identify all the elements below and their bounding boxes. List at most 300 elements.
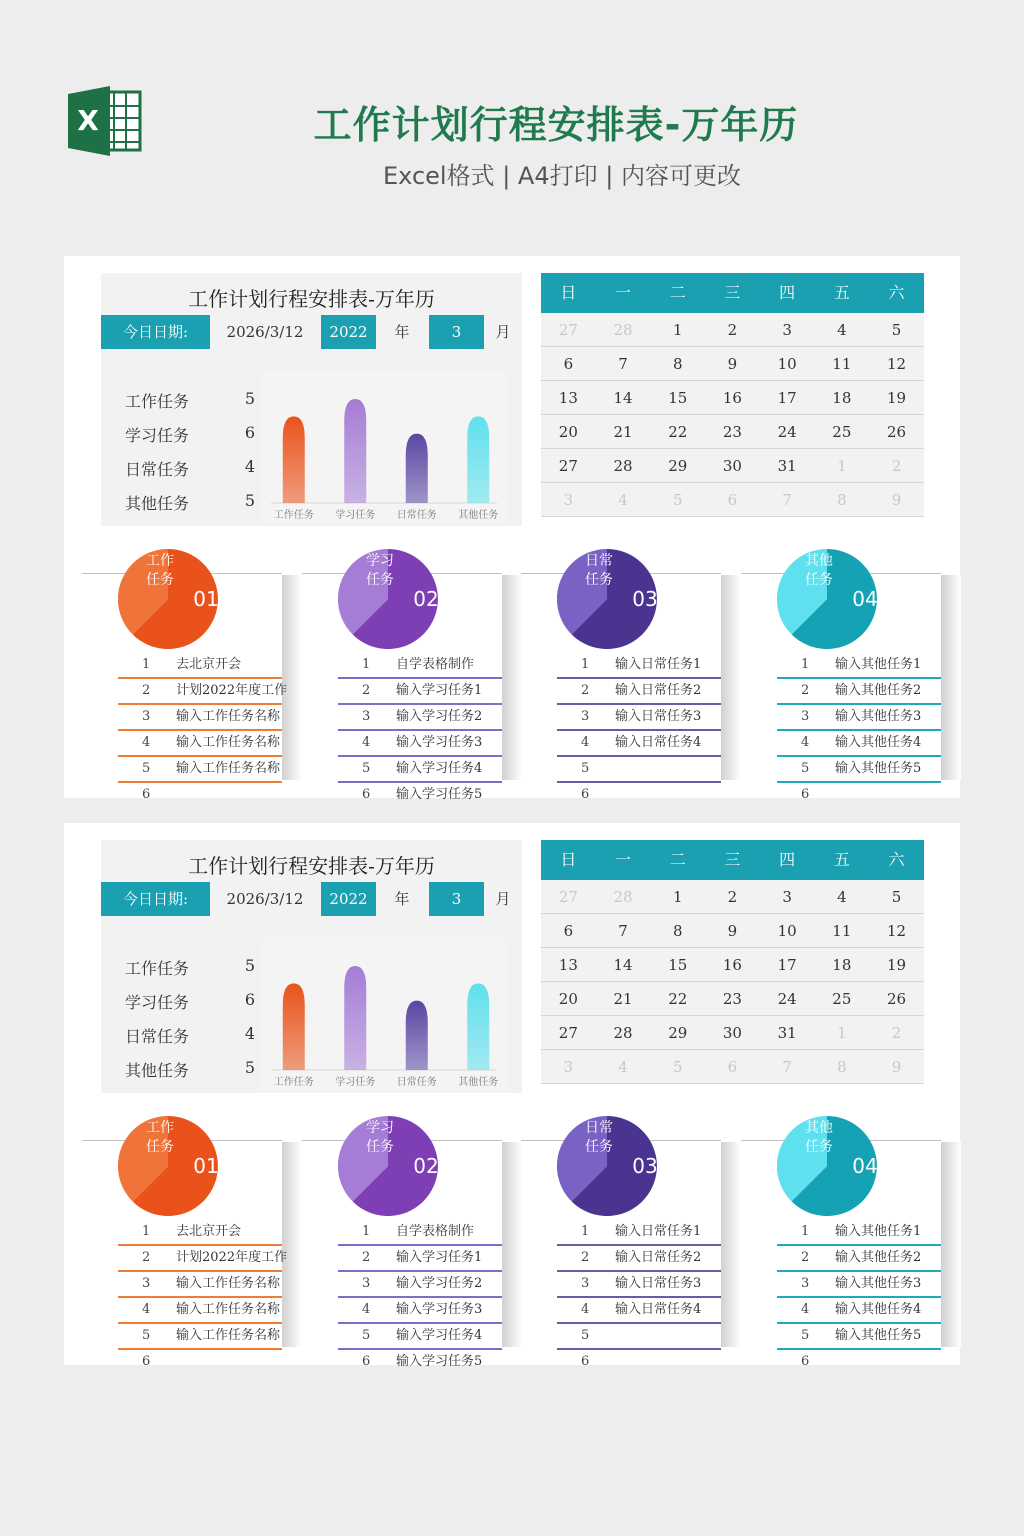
task-row[interactable] [777,1350,941,1376]
calendar-day[interactable]: 2 [727,888,738,906]
task-text[interactable]: 输入工作任务名称 [176,1328,281,1343]
calendar-day[interactable]: 23 [722,423,742,441]
category-number: 02 [413,587,439,611]
task-row[interactable] [777,783,941,809]
calendar-day[interactable]: 8 [672,922,683,940]
task-index: 2 [362,1250,371,1265]
task-row[interactable] [338,1324,502,1350]
calendar-header [541,273,924,313]
calendar-day[interactable]: 10 [777,355,797,373]
category-label-line2: 任务 [146,572,174,588]
task-row[interactable] [777,1298,941,1324]
task-text[interactable]: 输入学习任务3 [396,1302,483,1317]
chart-bar-2 [344,966,366,1070]
calendar-day[interactable]: 28 [613,457,633,475]
category-label-line2: 任务 [585,572,613,588]
calendar-day[interactable]: 19 [886,956,907,974]
task-index: 4 [581,735,590,750]
task-row[interactable] [777,757,941,783]
month-input[interactable]: 3 [429,315,484,349]
task-text[interactable]: 输入其他任务5 [835,761,922,776]
calendar-day[interactable]: 5 [672,491,683,509]
stat-label: 工作任务 [125,392,190,411]
task-index: 2 [801,683,810,698]
task-row[interactable] [557,1220,721,1246]
calendar-day[interactable]: 9 [727,355,738,373]
weekday-label: 五 [833,283,850,302]
task-row[interactable] [557,653,721,679]
calendar-day[interactable]: 2 [891,457,902,475]
stat-label: 其他任务 [125,494,190,513]
calendar-day[interactable]: 31 [777,1024,797,1042]
task-index: 5 [362,761,371,776]
calendar-week-row [541,1016,924,1050]
calendar-week-row [541,483,924,517]
task-row[interactable] [338,1298,502,1324]
calendar-day[interactable]: 7 [618,922,628,940]
category-label-line1: 其他 [805,1120,833,1136]
category-label-line1: 日常 [585,553,613,569]
schedule-sheet [64,823,960,1369]
stat-value: 5 [244,491,255,510]
calendar-day[interactable]: 4 [618,491,628,509]
chart-tick-label: 学习任务 [335,510,376,521]
calendar-day[interactable]: 15 [668,956,688,974]
category-label-line1: 工作 [146,553,174,569]
category-label-line2: 任务 [366,572,394,588]
category-label [132,1119,188,1157]
category-label [352,552,408,590]
task-row[interactable] [338,1220,502,1246]
calendar-day[interactable]: 29 [668,457,688,475]
task-index: 2 [142,1250,151,1265]
task-text[interactable]: 输入日常任务4 [615,1302,702,1317]
calendar-week-row [541,313,924,347]
calendar-day[interactable]: 26 [886,990,907,1008]
month-input[interactable]: 3 [429,882,484,916]
calendar-day[interactable]: 7 [618,355,628,373]
calendar-day[interactable]: 31 [777,457,797,475]
task-text[interactable]: 输入工作任务名称 [176,709,281,724]
category-label-line1: 日常 [585,1120,613,1136]
calendar-day[interactable]: 27 [558,321,578,339]
task-text[interactable]: 输入日常任务3 [615,1276,702,1291]
task-text[interactable]: 去北京开会 [176,1224,242,1239]
task-text[interactable]: 输入其他任务2 [835,683,922,698]
chart-svg [261,371,507,523]
task-row[interactable] [338,705,502,731]
task-text[interactable]: 输入其他任务3 [835,709,922,724]
calendar-day[interactable]: 4 [837,888,847,906]
task-text[interactable]: 输入学习任务2 [396,1276,483,1291]
month-label: 月 [495,323,511,341]
calendar-day[interactable]: 6 [727,491,738,509]
task-row[interactable] [338,1350,502,1376]
task-row[interactable] [777,1220,941,1246]
task-text[interactable]: 输入日常任务1 [615,1224,702,1239]
task-row[interactable] [118,679,288,705]
calendar-day[interactable]: 28 [613,1024,633,1042]
task-text[interactable]: 自学表格制作 [396,1224,475,1239]
calendar-day[interactable]: 5 [891,888,902,906]
stat-value: 4 [244,457,255,476]
category-label-line2: 任务 [146,1139,174,1155]
calendar-day[interactable]: 21 [613,423,633,441]
task-text[interactable]: 输入学习任务2 [396,709,483,724]
summary-panel [101,840,522,1093]
date-row [101,882,522,916]
task-text[interactable]: 输入学习任务1 [396,1250,483,1265]
calendar [541,840,924,1084]
card-shadow [502,1142,522,1347]
task-index: 6 [142,787,151,802]
calendar-header [541,840,924,880]
year-label: 年 [394,323,410,341]
calendar-week-row [541,948,924,982]
calendar-day[interactable]: 6 [563,922,574,940]
chart-bar-2 [344,399,366,503]
category-label-line2: 任务 [805,572,833,588]
task-row[interactable] [557,1272,721,1298]
calendar-day[interactable]: 9 [891,491,902,509]
task-index: 5 [142,761,151,776]
task-row[interactable] [338,757,502,783]
task-text[interactable]: 输入学习任务5 [396,787,483,802]
calendar-day[interactable]: 21 [613,990,633,1008]
stat-label: 日常任务 [125,1027,190,1046]
task-index: 5 [581,1328,590,1343]
calendar-day[interactable]: 27 [558,1024,578,1042]
sheet-title: 工作计划行程安排表-万年历 [188,287,435,311]
calendar-day[interactable]: 16 [722,389,742,407]
calendar-day[interactable]: 2 [891,1024,902,1042]
task-text[interactable]: 输入学习任务5 [396,1354,483,1369]
task-row[interactable] [557,705,721,731]
calendar-day[interactable]: 8 [672,355,683,373]
calendar-day[interactable]: 22 [668,990,688,1008]
task-card-1 [82,553,288,802]
category-label [571,1119,627,1157]
calendar [541,273,924,517]
calendar-day[interactable]: 1 [672,888,683,906]
task-text[interactable]: 输入日常任务1 [615,657,702,672]
task-row[interactable] [118,1298,282,1324]
calendar-day[interactable]: 24 [777,990,797,1008]
task-index: 6 [801,1354,810,1369]
chart-bar-1 [283,416,305,503]
task-row[interactable] [557,757,721,783]
task-text[interactable]: 输入其他任务2 [835,1250,922,1265]
task-row[interactable] [338,783,502,809]
task-row[interactable] [557,731,721,757]
task-index: 1 [142,1224,151,1239]
calendar-day[interactable]: 13 [558,389,578,407]
category-label-line1: 其他 [805,553,833,569]
task-row[interactable] [777,705,941,731]
task-text[interactable]: 输入其他任务1 [835,1224,922,1239]
stat-label: 学习任务 [125,993,190,1012]
task-row[interactable] [777,1246,941,1272]
weekday-label: 一 [615,850,632,869]
today-value[interactable]: 2026/3/12 [226,890,304,908]
category-label-line1: 工作 [146,1120,174,1136]
task-text[interactable]: 输入工作任务名称 [176,735,281,750]
task-text[interactable]: 输入其他任务3 [835,1276,922,1291]
calendar-day[interactable]: 20 [558,990,578,1008]
category-label-line1: 学习 [366,553,394,569]
calendar-day[interactable]: 3 [563,491,574,509]
chart-bar-3 [406,1001,428,1070]
category-number: 01 [193,1154,219,1178]
calendar-day[interactable]: 1 [837,457,847,475]
task-index: 6 [581,787,590,802]
calendar-day[interactable]: 1 [837,1024,847,1042]
task-row[interactable] [118,1220,282,1246]
category-label-line2: 任务 [585,1139,613,1155]
calendar-day[interactable]: 6 [563,355,574,373]
calendar-day[interactable]: 30 [722,457,742,475]
weekday-label: 日 [560,283,577,302]
task-row[interactable] [777,679,941,705]
weekday-label: 二 [669,283,686,302]
calendar-day[interactable]: 18 [832,956,852,974]
calendar-day[interactable]: 19 [886,389,907,407]
calendar-day[interactable]: 2 [727,321,738,339]
calendar-day[interactable]: 25 [832,423,852,441]
task-index: 2 [581,683,590,698]
stat-value: 4 [244,1024,255,1043]
page-header [0,0,1024,230]
task-index: 2 [142,683,151,698]
chart-bar-4 [467,983,489,1070]
chart-bar-3 [406,434,428,503]
task-text[interactable]: 输入其他任务1 [835,657,922,672]
task-text[interactable]: 计划2022年度工作 [176,1250,288,1265]
task-row[interactable] [777,731,941,757]
chart-bar-4 [467,416,489,503]
calendar-day[interactable]: 12 [886,355,907,373]
task-row[interactable] [118,783,282,809]
task-text[interactable]: 输入工作任务名称 [176,1276,281,1291]
calendar-day[interactable]: 7 [782,1058,792,1076]
task-card-4 [741,1120,941,1369]
task-text[interactable]: 输入学习任务3 [396,735,483,750]
calendar-day[interactable]: 5 [672,1058,683,1076]
svg-text:X: X [77,104,99,137]
task-text[interactable]: 输入学习任务4 [396,761,483,776]
task-index: 1 [801,657,810,672]
category-number: 01 [193,587,219,611]
calendar-day[interactable]: 20 [558,423,578,441]
task-row[interactable] [777,1324,941,1350]
weekday-label: 五 [833,850,850,869]
stat-value: 5 [244,1058,255,1077]
calendar-day[interactable]: 27 [558,457,578,475]
category-number: 03 [632,587,658,611]
calendar-day[interactable]: 3 [563,1058,574,1076]
task-row[interactable] [557,1246,721,1272]
calendar-day[interactable]: 18 [832,389,852,407]
task-card-3 [521,1120,721,1369]
year-input[interactable]: 2022 [321,315,376,349]
task-text[interactable]: 输入学习任务1 [396,683,483,698]
task-index: 3 [142,709,151,724]
calendar-week-row [541,1050,924,1084]
task-text[interactable]: 输入工作任务名称 [176,761,281,776]
task-text[interactable]: 输入日常任务2 [615,683,702,698]
task-index: 3 [362,1276,371,1291]
task-row[interactable] [557,679,721,705]
calendar-day[interactable]: 11 [832,922,852,940]
task-text[interactable]: 输入学习任务4 [396,1328,483,1343]
task-text[interactable]: 输入日常任务3 [615,709,702,724]
task-row[interactable] [338,731,502,757]
task-index: 4 [581,1302,590,1317]
task-row[interactable] [777,1272,941,1298]
task-row[interactable] [557,1298,721,1324]
task-index: 1 [801,1224,810,1239]
today-value[interactable]: 2026/3/12 [226,323,304,341]
task-text[interactable]: 自学表格制作 [396,657,475,672]
task-index: 4 [142,735,151,750]
task-row[interactable] [557,1324,721,1350]
weekday-label: 六 [888,283,905,302]
task-card-2 [302,553,502,802]
task-text[interactable]: 输入其他任务4 [835,1302,922,1317]
category-label [132,552,188,590]
stat-label: 学习任务 [125,426,190,445]
stat-row [125,389,255,409]
calendar-day[interactable]: 11 [832,355,852,373]
task-text[interactable]: 计划2022年度工作 [176,683,288,698]
task-index: 5 [801,1328,810,1343]
task-row[interactable] [118,653,282,679]
task-card-2 [302,1120,502,1369]
calendar-day[interactable]: 12 [886,922,907,940]
task-row[interactable] [118,1246,288,1272]
calendar-day[interactable]: 8 [837,491,847,509]
year-label: 年 [394,890,410,908]
task-row[interactable] [118,1350,282,1376]
calendar-day[interactable]: 16 [722,956,742,974]
calendar-day[interactable]: 28 [613,321,633,339]
chart-tick-label: 日常任务 [396,510,437,521]
task-text[interactable]: 输入其他任务4 [835,735,922,750]
task-index: 4 [801,735,810,750]
task-row[interactable] [557,783,721,809]
task-text[interactable]: 输入其他任务5 [835,1328,922,1343]
category-number: 04 [852,1154,878,1178]
task-row[interactable] [777,653,941,679]
calendar-day[interactable]: 26 [886,423,907,441]
calendar-day[interactable]: 17 [777,389,797,407]
calendar-day[interactable]: 3 [782,321,792,339]
today-label: 今日日期: [101,882,210,916]
task-row[interactable] [338,653,502,679]
category-label [791,1119,847,1157]
task-row[interactable] [338,1246,502,1272]
chart-tick-label: 工作任务 [273,510,314,521]
task-chart [261,938,507,1090]
calendar-day[interactable]: 9 [891,1058,902,1076]
stat-label: 其他任务 [125,1061,190,1080]
stat-row [125,990,255,1010]
task-row[interactable] [118,757,282,783]
chart-tick-label: 学习任务 [335,1077,376,1088]
calendar-day[interactable]: 14 [613,956,633,974]
calendar-day[interactable]: 28 [613,888,633,906]
task-index: 1 [581,1224,590,1239]
calendar-day[interactable]: 13 [558,956,578,974]
stat-row [125,457,255,477]
calendar-day[interactable]: 9 [727,922,738,940]
category-label-line1: 学习 [366,1120,394,1136]
calendar-day[interactable]: 24 [777,423,797,441]
task-row[interactable] [557,1350,721,1376]
calendar-day[interactable]: 3 [782,888,792,906]
calendar-day[interactable]: 10 [777,922,797,940]
task-card-3 [521,553,721,802]
year-input[interactable]: 2022 [321,882,376,916]
card-shadow [941,575,961,780]
task-index: 4 [362,1302,371,1317]
calendar-day[interactable]: 8 [837,1058,847,1076]
calendar-day[interactable]: 5 [891,321,902,339]
calendar-day[interactable]: 23 [722,990,742,1008]
weekday-label: 三 [724,283,741,302]
task-text[interactable]: 输入日常任务4 [615,735,702,750]
task-text[interactable]: 去北京开会 [176,657,242,672]
task-row[interactable] [338,1272,502,1298]
calendar-day[interactable]: 14 [613,389,633,407]
task-index: 6 [362,1354,371,1369]
card-shadow [721,575,741,780]
task-text[interactable]: 输入工作任务名称 [176,1302,281,1317]
task-index: 2 [581,1250,590,1265]
calendar-day[interactable]: 6 [727,1058,738,1076]
task-index: 5 [801,761,810,776]
calendar-day[interactable]: 17 [777,956,797,974]
task-row[interactable] [118,705,282,731]
calendar-day[interactable]: 15 [668,389,688,407]
stat-row [125,423,255,443]
card-shadow [282,575,302,780]
calendar-day[interactable]: 30 [722,1024,742,1042]
stat-value: 6 [244,423,255,442]
stat-label: 日常任务 [125,460,190,479]
calendar-day[interactable]: 4 [618,1058,628,1076]
task-index: 5 [142,1328,151,1343]
task-row[interactable] [118,731,282,757]
calendar-day[interactable]: 7 [782,491,792,509]
calendar-day[interactable]: 27 [558,888,578,906]
calendar-day[interactable]: 4 [837,321,847,339]
calendar-day[interactable]: 22 [668,423,688,441]
weekday-label: 三 [724,850,741,869]
task-index: 1 [362,1224,371,1239]
task-text[interactable]: 输入日常任务2 [615,1250,702,1265]
calendar-day[interactable]: 25 [832,990,852,1008]
task-row[interactable] [338,679,502,705]
task-row[interactable] [118,1324,282,1350]
calendar-day[interactable]: 29 [668,1024,688,1042]
task-row[interactable] [118,1272,282,1298]
category-number: 02 [413,1154,439,1178]
calendar-day[interactable]: 1 [672,321,683,339]
card-shadow [502,575,522,780]
task-index: 3 [362,709,371,724]
task-index: 1 [142,657,151,672]
